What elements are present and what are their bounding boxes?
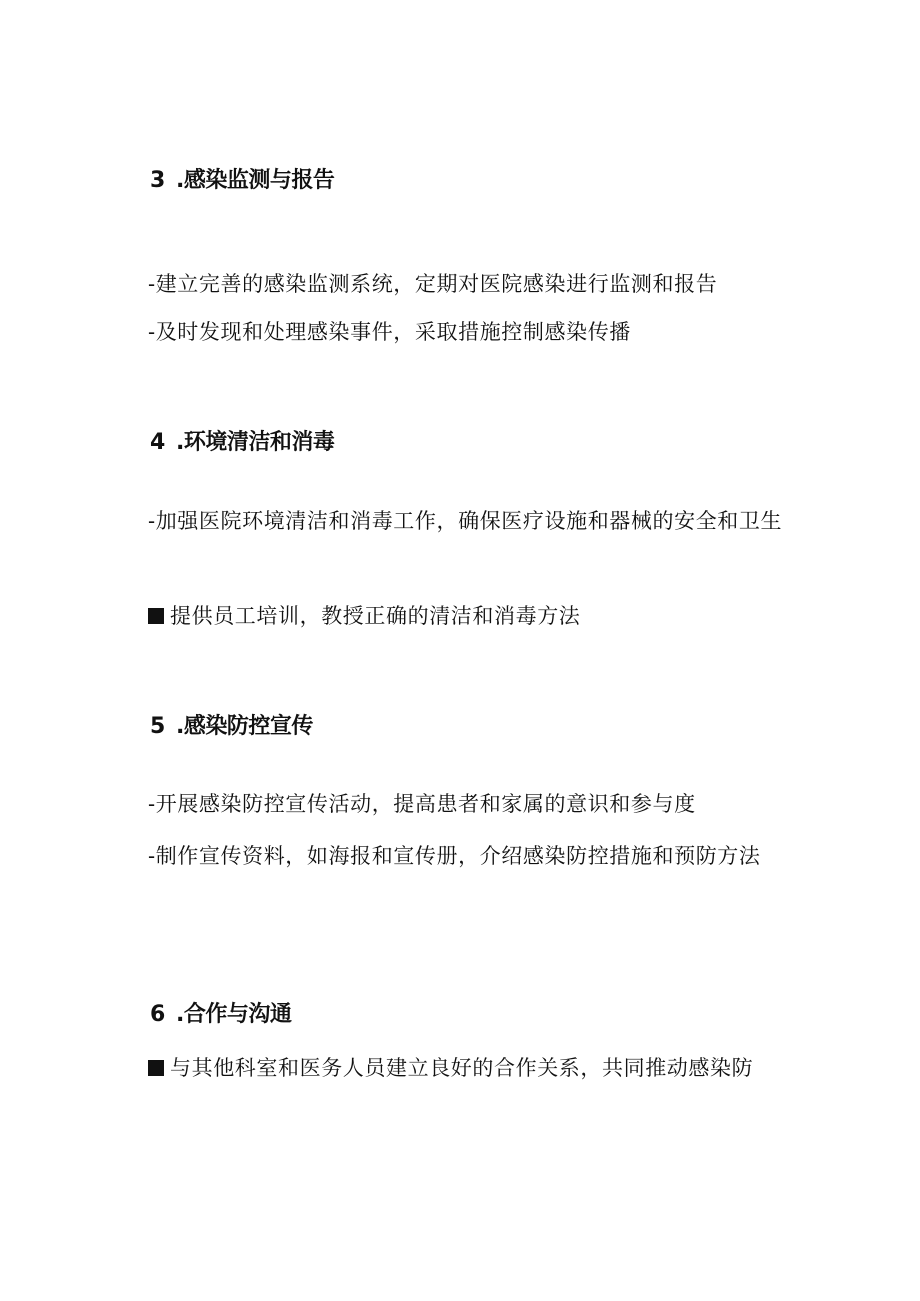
section-number: 4 — [150, 430, 165, 455]
list-item — [104, 1046, 804, 1090]
item-text: 及时发现和处理感染事件，采取措施控制感染传播 — [155, 320, 631, 344]
item-text: 与其他科室和医务人员建立良好的合作关系，共同推动感染防 — [170, 1056, 754, 1080]
list-item — [104, 834, 804, 878]
section-heading-6 — [150, 1000, 291, 1030]
item-text: 建立完善的感染监测系统，定期对医院感染进行监测和报告 — [155, 272, 718, 296]
section-heading-4 — [150, 428, 334, 458]
section-title: .环境清洁和消毒 — [176, 430, 335, 455]
list-item — [104, 782, 804, 826]
dash-marker: - — [148, 509, 156, 533]
section-number: 3 — [150, 168, 165, 193]
list-item — [104, 499, 804, 543]
item-text: 提供员工培训，教授正确的清洁和消毒方法 — [170, 604, 581, 628]
section-title: .感染监测与报告 — [176, 168, 335, 193]
dash-marker: - — [148, 844, 156, 868]
square-bullet-icon — [148, 1060, 164, 1076]
list-item — [104, 262, 804, 306]
item-text: 制作宣传资料，如海报和宣传册，介绍感染防控措施和预防方法 — [155, 844, 761, 868]
section-title: .合作与沟通 — [176, 1002, 292, 1027]
item-text: 加强医院环境清洁和消毒工作，确保医疗设施和器械的安全和卫生 — [155, 509, 783, 533]
dash-marker: - — [148, 320, 156, 344]
section-title: .感染防控宣传 — [176, 714, 313, 739]
section-heading-5 — [150, 712, 313, 742]
list-item — [104, 594, 804, 638]
square-bullet-icon — [148, 608, 164, 624]
section-number: 6 — [150, 1002, 165, 1027]
dash-marker: - — [148, 272, 156, 296]
dash-marker: - — [148, 792, 156, 816]
section-number: 5 — [150, 714, 165, 739]
item-text: 开展感染防控宣传活动，提高患者和家属的意识和参与度 — [155, 792, 696, 816]
section-heading-3 — [150, 166, 334, 196]
list-item — [104, 310, 804, 354]
